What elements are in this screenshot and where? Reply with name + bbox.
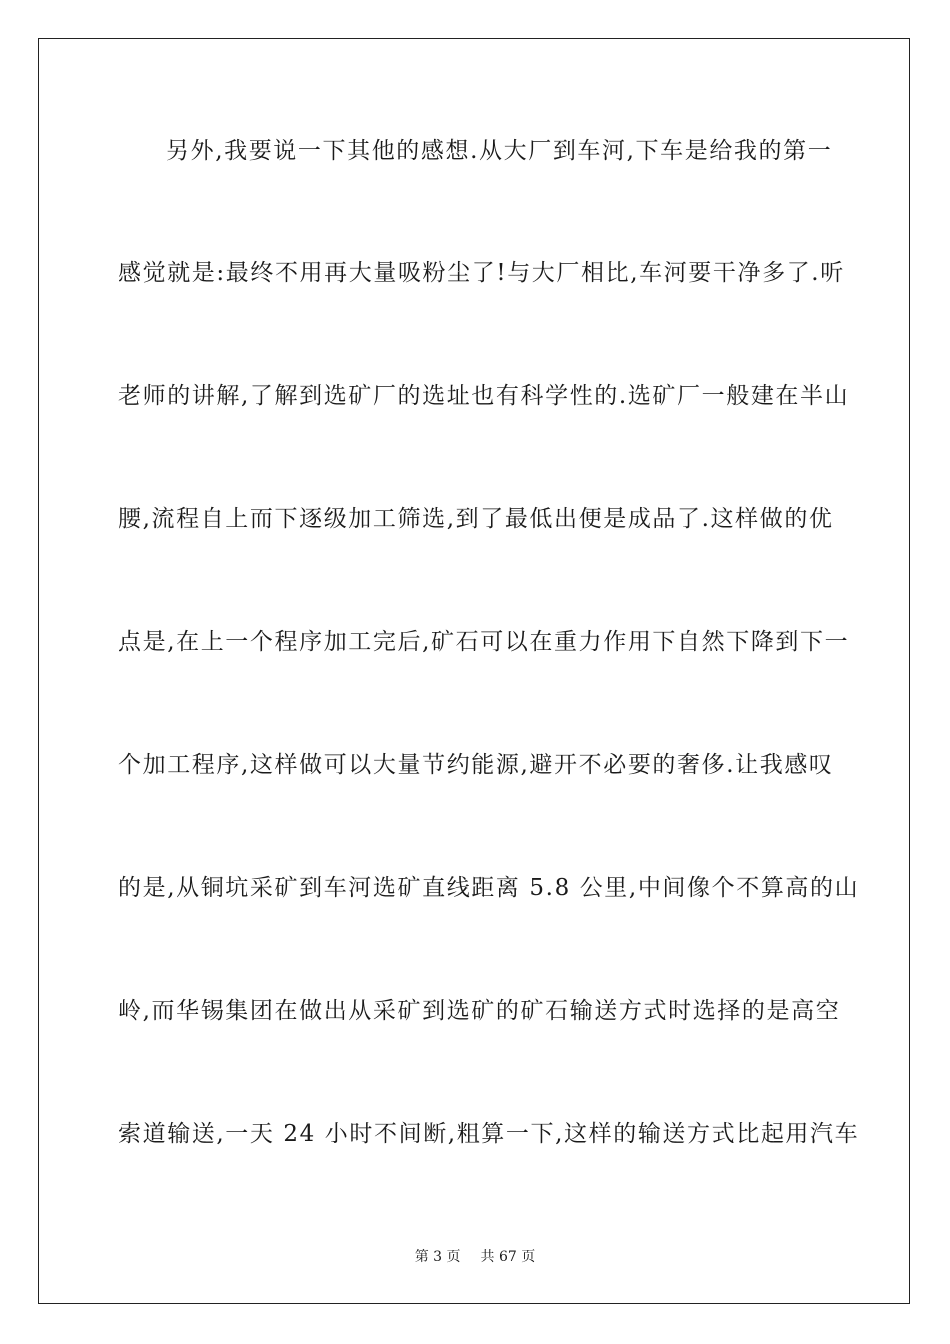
text-line-4: 腰,流程自上而下逐级加工筛选,到了最低出便是成品了.这样做的优 — [118, 506, 834, 532]
page-footer — [0, 1246, 950, 1266]
text-line-7: 的是,从铜坑采矿到车河选矿直线距离 5.8 公里,中间像个不算高的山 — [118, 875, 860, 901]
text-line-8: 岭,而华锡集团在做出从采矿到选矿的矿石输送方式时选择的是高空 — [118, 998, 841, 1024]
page-number: 第 3 页 — [414, 1249, 461, 1265]
page-total: 共 67 页 — [480, 1249, 536, 1265]
text-line-9: 索道输送,一天 24 小时不间断,粗算一下,这样的输送方式比起用汽车 — [118, 1121, 860, 1147]
text-line-2: 感觉就是:最终不用再大量吸粉尘了!与大厂相比,车河要干净多了.听 — [118, 260, 845, 286]
text-line-3: 老师的讲解,了解到选矿厂的选址也有科学性的.选矿厂一般建在半山 — [118, 383, 850, 409]
page-border — [38, 38, 910, 1304]
text-line-5: 点是,在上一个程序加工完后,矿石可以在重力作用下自然下降到下一 — [118, 629, 850, 655]
text-line-6: 个加工程序,这样做可以大量节约能源,避开不必要的奢侈.让我感叹 — [118, 752, 834, 778]
text-line-1: 另外,我要说一下其他的感想.从大厂到车河,下车是给我的第一 — [166, 138, 833, 164]
